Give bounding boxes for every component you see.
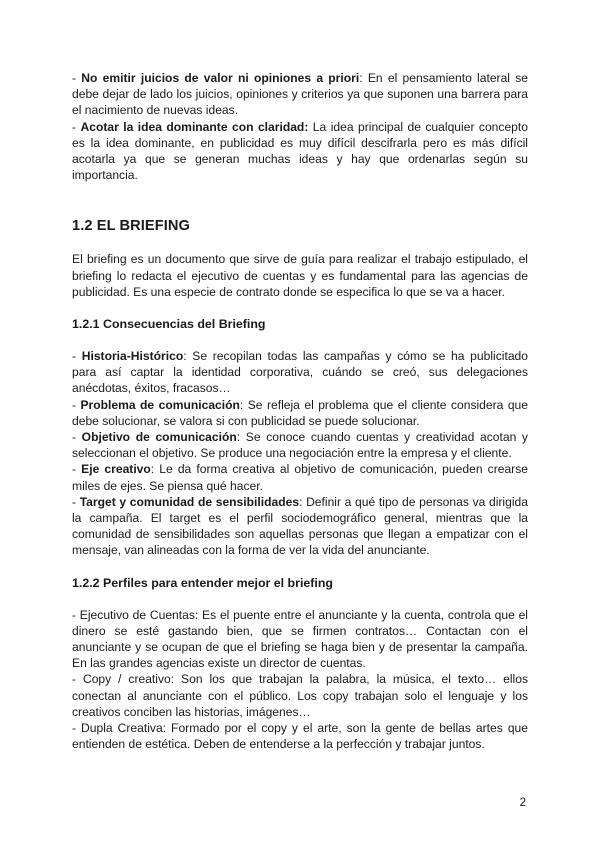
section-heading: 1.2 EL BRIEFING	[72, 218, 191, 235]
list-item: - Objetivo de comunicación: Se conoce cuando cuentas y creatividad acotan y seleccionan el objetivo. Se produce una negociación entre la empresa y el cliente.	[72, 430, 528, 461]
list-item: - Historia-Histórico: Se recopilan todas las campañas y cómo se ha publicitado para así captar la identidad corporativa, cuándo se creó, sus delegaciones anécdotas, éxitos, fracasos…	[72, 349, 528, 396]
intro-term-2: Acotar la idea dominante con claridad:	[80, 119, 309, 134]
list-item: - Copy / creativo: Son los que trabajan la palabra, la música, el texto… ellos conectan al anunciante con el público. Los copy trabajan solo el lenguaje y los creativos conciben las historias, imágenes…	[72, 672, 528, 719]
intro-item-2: - Acotar la idea dominante con claridad: La idea principal de cualquier concepto es la idea dominante, en publicidad es muy difícil descifrarla pero es más difícil acotarla ya que se generan muchas ideas y hay que ordenarlas según su importancia.	[72, 119, 528, 183]
list-item: - Target y comunidad de sensibilidades: Definir a qué tipo de personas va dirigida la campaña. El target es el perfil sociodemográfico general, mientras que la comunidad de sensibilidades son aquellas personas que llegan a empatizar con el mensaje, van alineadas con la forma de ver la vida del anunciante.	[72, 494, 528, 558]
list-item: - Problema de comunicación: Se refleja el problema que el cliente considera que debe solucionar, se valora si con publicidad se puede solucionar.	[72, 397, 529, 428]
intro-term-1: No emitir juicios de valor ni opiniones a priori	[81, 71, 360, 85]
section-paragraph: El briefing es un documento que sirve de guía para realizar el trabajo estipulado, el briefing lo redacta el ejecutivo de cuentas y es fundamental para las agencias de publicidad. Es una especie de contrato donde se especifica lo que se va a hacer.	[72, 252, 528, 299]
document-page	[72, 70, 528, 753]
list-item: - Dupla Creativa: Formado por el copy y el arte, son la gente de bellas artes que entienden de estética. Deben de entenderse a la perfección y trabajar juntos.	[72, 721, 528, 752]
subsection-heading-2: 1.2.2 Perfiles para entender mejor el briefing	[72, 575, 333, 590]
list-item: - Eje creativo: Le da forma creativa al objetivo de comunicación, pueden crearse miles de ejes. Se piensa qué hacer.	[72, 462, 528, 493]
profiles-list	[72, 607, 528, 753]
subsection-heading-1: 1.2.1 Consecuencias del Briefing	[72, 317, 266, 332]
consequences-list	[72, 348, 528, 559]
intro-item-1: - No emitir juicios de valor ni opiniones a priori: En el pensamiento lateral se debe dejar de lado los juicios, opiniones y criterios ya que suponen una barrera para el nacimiento de nuevas ideas.	[72, 71, 529, 118]
page-number: 2	[519, 797, 526, 809]
list-item: - Ejecutivo de Cuentas: Es el puente entre el anunciante y la cuenta, controla que el dinero se esté gastando bien, que se firmen contratos… Contactan con el anunciante y se ocupan de que el briefing se haga bien y de presentar la campaña. En las grandes agencias existe un director de cuentas.	[72, 607, 528, 671]
